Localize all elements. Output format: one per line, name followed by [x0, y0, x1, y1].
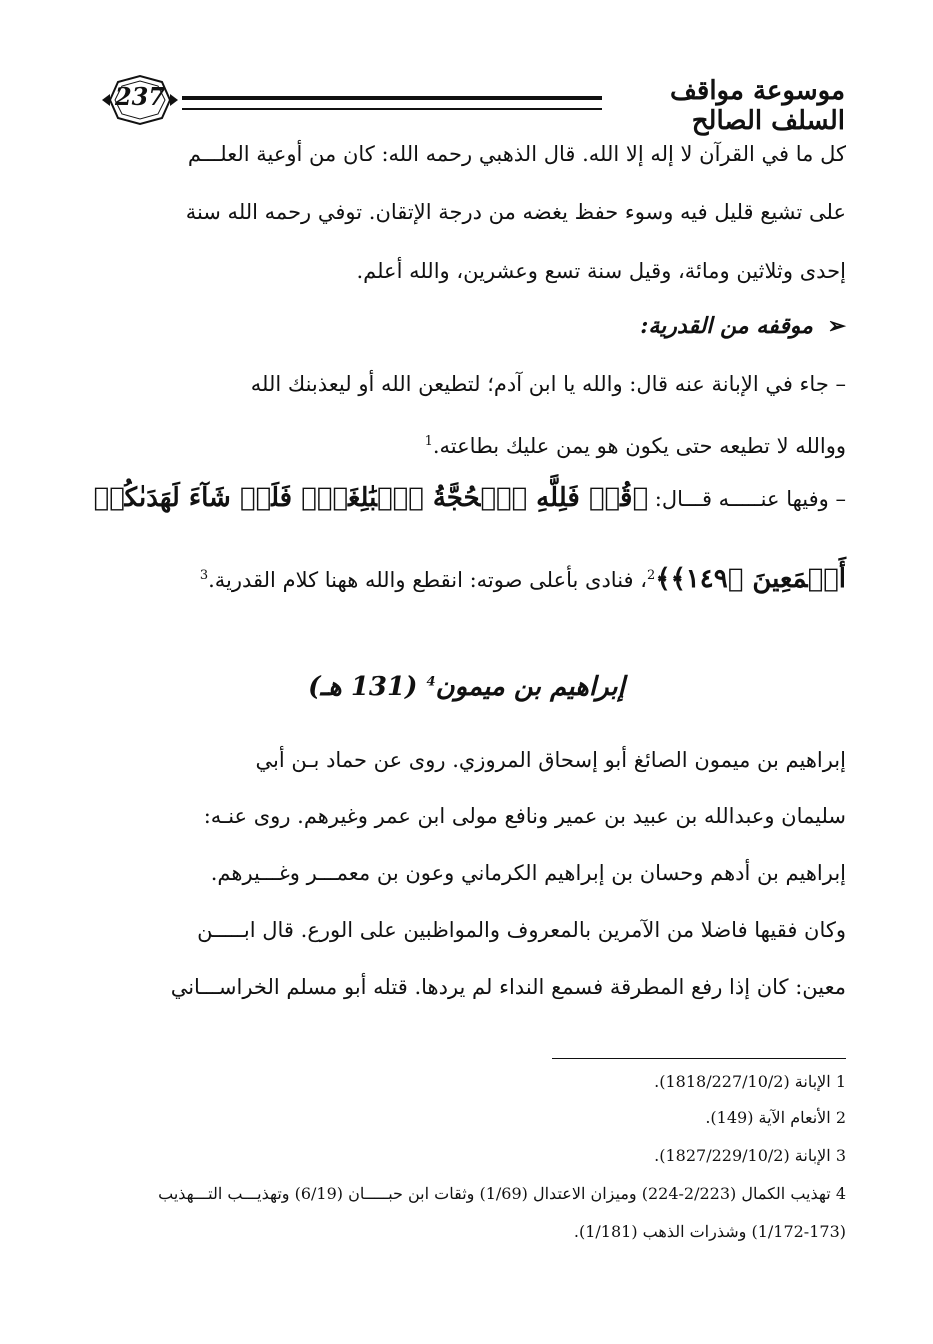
body-line — [200, 562, 846, 594]
body-line: سليمان وعبدالله بن عبيد بن عمير ونافع مولى ابن عمر وغيرهم. روى عنـه: — [203, 804, 846, 828]
item1-text: ووالله لا تطيعه حتى يكون هو يمن عليك بطاعته. — [432, 434, 846, 458]
footnote-ref: 3 — [199, 568, 209, 583]
body-line: معين: كان إذا رفع المطرقة فسمع النداء لم يردها. قتله أبو مسلم الخراســـاني — [170, 975, 846, 999]
body-line — [425, 428, 846, 460]
body-line: – جاء في الإبانة عنه قال: والله يا ابن آدم؛ لتطيعن الله أو ليعذبنك الله — [250, 372, 846, 396]
footnote: 1 الإبانة (1818/227/10/2). — [654, 1072, 846, 1091]
series-title: موسوعة مواقف السلف الصالح — [669, 76, 845, 136]
footnote: 2 الأنعام الآية (149). — [705, 1108, 846, 1127]
page-header — [100, 70, 845, 136]
footnote-ref: 1 — [424, 434, 433, 449]
page-number: 237 — [114, 82, 166, 111]
body-line: إبراهيم بن ميمون الصائغ أبو إسحاق المروزي. روى عن حماد بـن أبي — [255, 748, 846, 772]
item2-rest: ، فنادى بأعلى صوته: انقطع والله ههنا كلام القدرية. — [208, 568, 648, 592]
body-line: كل ما في القرآن لا إله إلا الله. قال الذهبي رحمه الله: كان من أوعية العلـــم — [187, 142, 846, 166]
footnote: 3 الإبانة (1827/229/10/2). — [654, 1146, 846, 1165]
footnote: 4 تهذيب الكمال (2/223-224) وميزان الاعتدال (1/69) وثقات ابن حبـــــان (6/19) وتهذيـــب التـــهذيب — [158, 1184, 846, 1203]
body-line: على تشيع قليل فيه وسوء حفظ يغضه من درجة الإتقان. توفي رحمه الله سنة — [185, 200, 846, 224]
quran-verse: ﴿قُلۡ فَلِلَّهِ ٱلۡحُجَّةُ ٱلۡبَٰلِغَةُۖ فَلَوۡ شَآءَ لَهَدَىٰكُمۡ — [93, 483, 649, 513]
footnote-ref: 2 — [647, 568, 656, 583]
stance-heading-text: موقفه من القدرية: — [640, 313, 813, 339]
body-line: إبراهيم بن أدهم وحسان بن إبراهيم الكرماني وعون بن معمـــر وغـــيرهم. — [210, 861, 846, 885]
section-title-name: إبراهيم بن ميمون — [435, 672, 625, 702]
arrow-bullet-icon: ➢ — [827, 313, 846, 339]
section-title-date: (131 هـ) — [308, 672, 418, 702]
body-line: وكان فقيها فاضلا من الآمرين بالمعروف والمواظبين على الورع. قال ابـــــن — [197, 918, 846, 942]
section-title — [0, 672, 933, 702]
footnote-ref: 4 — [426, 674, 436, 690]
quran-verse-end: أَجۡمَعِينَ ﴿١٤٩﴾﴾ — [655, 564, 846, 594]
header-rule — [182, 96, 602, 110]
footnote-rule — [552, 1058, 846, 1059]
footnote: (1/172-173) وشذرات الذهب (1/181). — [573, 1222, 846, 1241]
stance-heading — [640, 312, 846, 340]
body-line — [93, 484, 846, 513]
body-line: إحدى وثلاثين ومائة، وقيل سنة تسع وعشرين، والله أعلم. — [356, 259, 846, 283]
item2-prefix: – وفيها عنـــــه قـــال: — [654, 487, 846, 511]
